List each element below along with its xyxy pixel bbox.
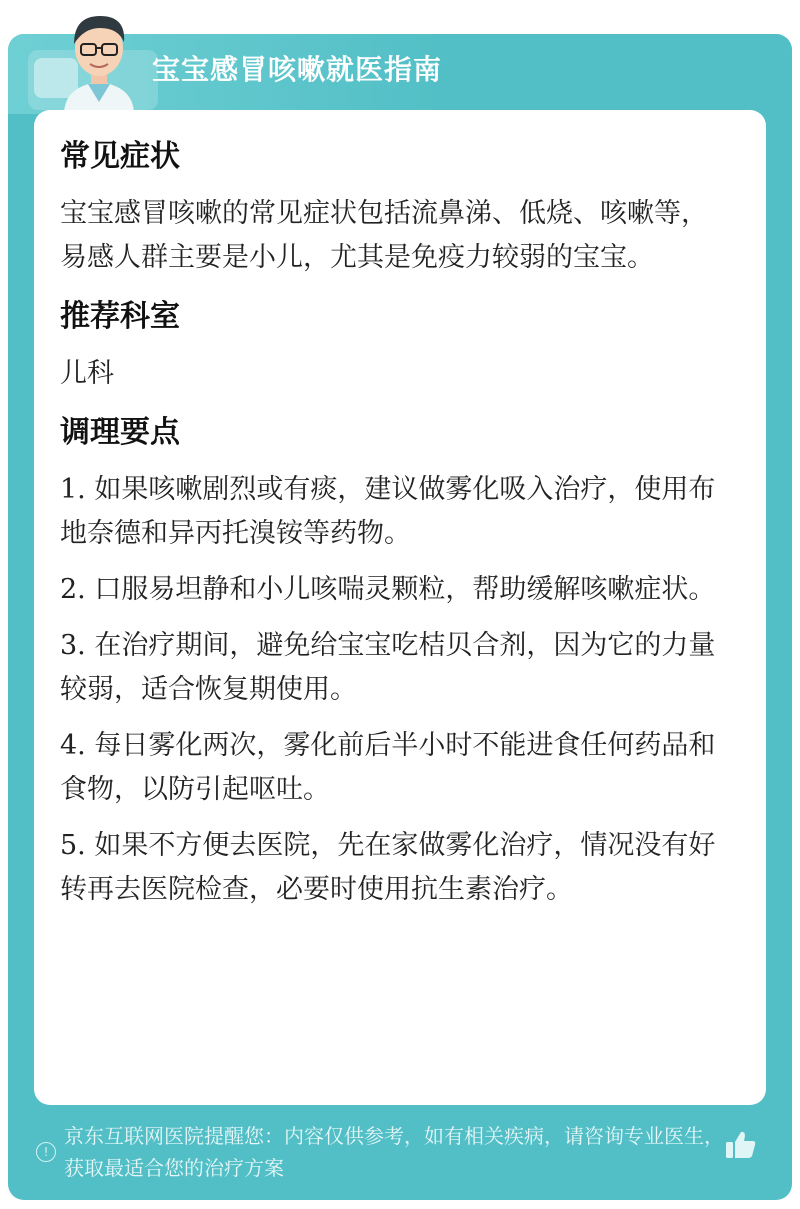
symptoms-heading: 常见症状 <box>60 139 180 174</box>
care-item-text: 口服易坦静和小儿咳喘灵颗粒，帮助缓解咳嗽症状。 <box>94 574 716 605</box>
department-text: 儿科 <box>60 358 114 389</box>
care-item-number: 5. <box>60 830 86 861</box>
care-item-text: 如果不方便去医院，先在家做雾化治疗，情况没有好转再去医院检查，必要时使用抗生素治疗。 <box>60 830 716 905</box>
care-item <box>60 824 728 912</box>
care-heading: 调理要点 <box>60 415 180 450</box>
thumbs-up-icon[interactable] <box>724 1128 758 1162</box>
care-item-text: 每日雾化两次，雾化前后半小时不能进食任何药品和食物，以防引起呕吐。 <box>60 730 716 805</box>
doctor-avatar-icon <box>44 6 154 112</box>
care-item <box>60 624 728 712</box>
disclaimer-text: 京东互联网医院提醒您：内容仅供参考，如有相关疾病，请咨询专业医生，获取最适合您的治疗方案 <box>64 1124 724 1180</box>
symptoms-text: 宝宝感冒咳嗽的常见症状包括流鼻涕、低烧、咳嗽等，易感人群主要是小儿，尤其是免疫力较弱的宝宝。 <box>60 198 708 273</box>
content-card <box>34 110 766 1105</box>
care-item-text: 如果咳嗽剧烈或有痰，建议做雾化吸入治疗，使用布地奈德和异丙托溴铵等药物。 <box>60 474 716 549</box>
page-title: 宝宝感冒咳嗽就医指南 <box>152 53 443 86</box>
department-heading: 推荐科室 <box>60 299 180 334</box>
care-item <box>60 468 728 556</box>
care-item <box>60 724 728 812</box>
care-item-number: 2. <box>60 574 86 605</box>
care-item-text: 在治疗期间，避免给宝宝吃桔贝合剂，因为它的力量较弱，适合恢复期使用。 <box>60 630 716 705</box>
care-item-number: 1. <box>60 474 86 505</box>
info-icon: ! <box>36 1142 56 1162</box>
care-item-number: 4. <box>60 730 86 761</box>
footer-notice <box>36 1120 736 1184</box>
care-item <box>60 568 728 612</box>
care-item-number: 3. <box>60 630 86 661</box>
